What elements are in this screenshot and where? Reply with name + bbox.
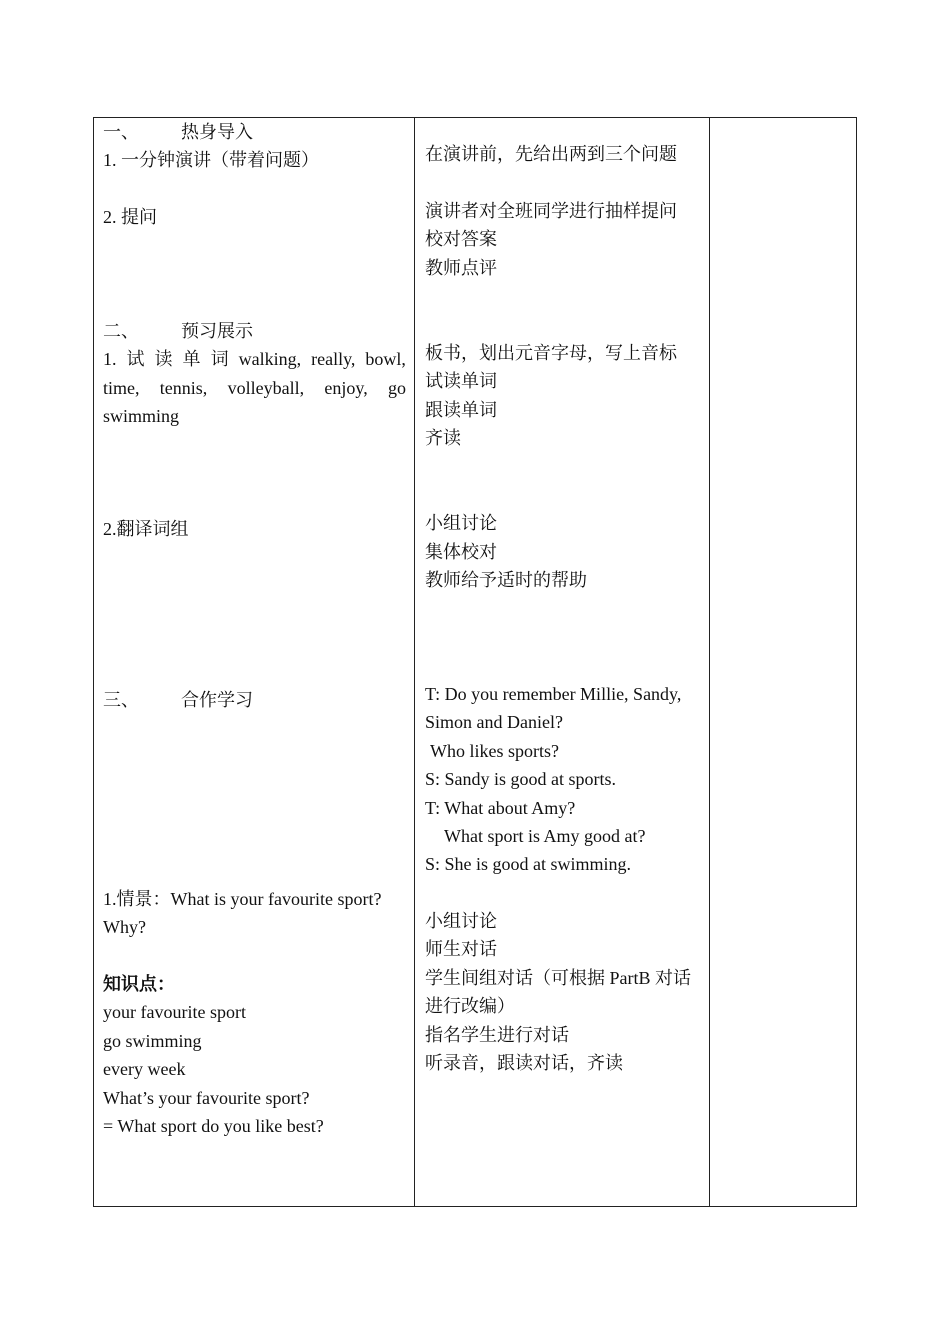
item-scenario-line2: Why? [103,917,146,937]
dialogue-line: S: Sandy is good at sports. [425,769,617,789]
section-heading-warmup: 一、 热身导入 [103,122,253,142]
knowledge-item: every week [103,1059,186,1079]
item-scenario-line1: 1.情景：What is your favourite sport? [103,889,382,909]
activity-line: 校对答案 [425,229,497,249]
activity-line: 集体校对 [425,542,497,562]
dialogue-line: T: What about Amy? [425,798,576,818]
activity-line: 进行改编） [425,996,515,1016]
right-column-empty [710,118,856,1206]
knowledge-item: your favourite sport [103,1002,246,1022]
activity-line: 演讲者对全班同学进行抽样提问 [425,201,677,221]
item-read-words-line3: swimming [103,406,180,426]
activity-line: 在演讲前，先给出两到三个问题 [425,144,677,164]
dialogue-line: S: She is good at swimming. [425,854,632,874]
activity-line: 试读单词 [425,371,497,391]
section-heading-preview: 二、 预习展示 [103,321,253,341]
item-questioning: 2. 提问 [103,207,157,227]
activity-line: 师生对话 [425,939,497,959]
item-translate-phrases: 2.翻译词组 [103,519,189,539]
dialogue-line: Who likes sports? [430,741,559,761]
column-divider-1 [414,118,415,1206]
activity-line: 板书，划出元音字母，写上音标 [425,343,677,363]
activity-line: 跟读单词 [425,400,497,420]
knowledge-item: go swimming [103,1031,202,1051]
lesson-plan-table [93,117,857,1207]
dialogue-line: What sport is Amy good at? [444,826,646,846]
activity-line: 齐读 [425,428,461,448]
knowledge-points-title: 知识点： [103,974,175,994]
knowledge-item: = What sport do you like best? [103,1116,324,1136]
knowledge-item: What’s your favourite sport? [103,1088,310,1108]
section-heading-cooperative: 三、 合作学习 [103,690,253,710]
dialogue-line: Simon and Daniel? [425,712,563,732]
activity-line: 学生间组对话（可根据 PartB 对话 [425,968,691,988]
activity-line: 教师给予适时的帮助 [425,570,587,590]
item-read-words-line1: 1. 试 读 单 词 walking, really, bowl, [103,349,406,369]
activity-line: 小组讨论 [425,513,497,533]
item-read-words-line2: time, tennis, volleyball, enjoy, go [103,378,406,398]
activity-line: 指名学生进行对话 [425,1025,569,1045]
dialogue-line: T: Do you remember Millie, Sandy, [425,684,682,704]
item-one-minute-speech: 1. 一分钟演讲（带着问题） [103,150,319,170]
activity-line: 教师点评 [425,258,497,278]
activity-line: 小组讨论 [425,911,497,931]
activity-line: 听录音，跟读对话，齐读 [425,1053,623,1073]
